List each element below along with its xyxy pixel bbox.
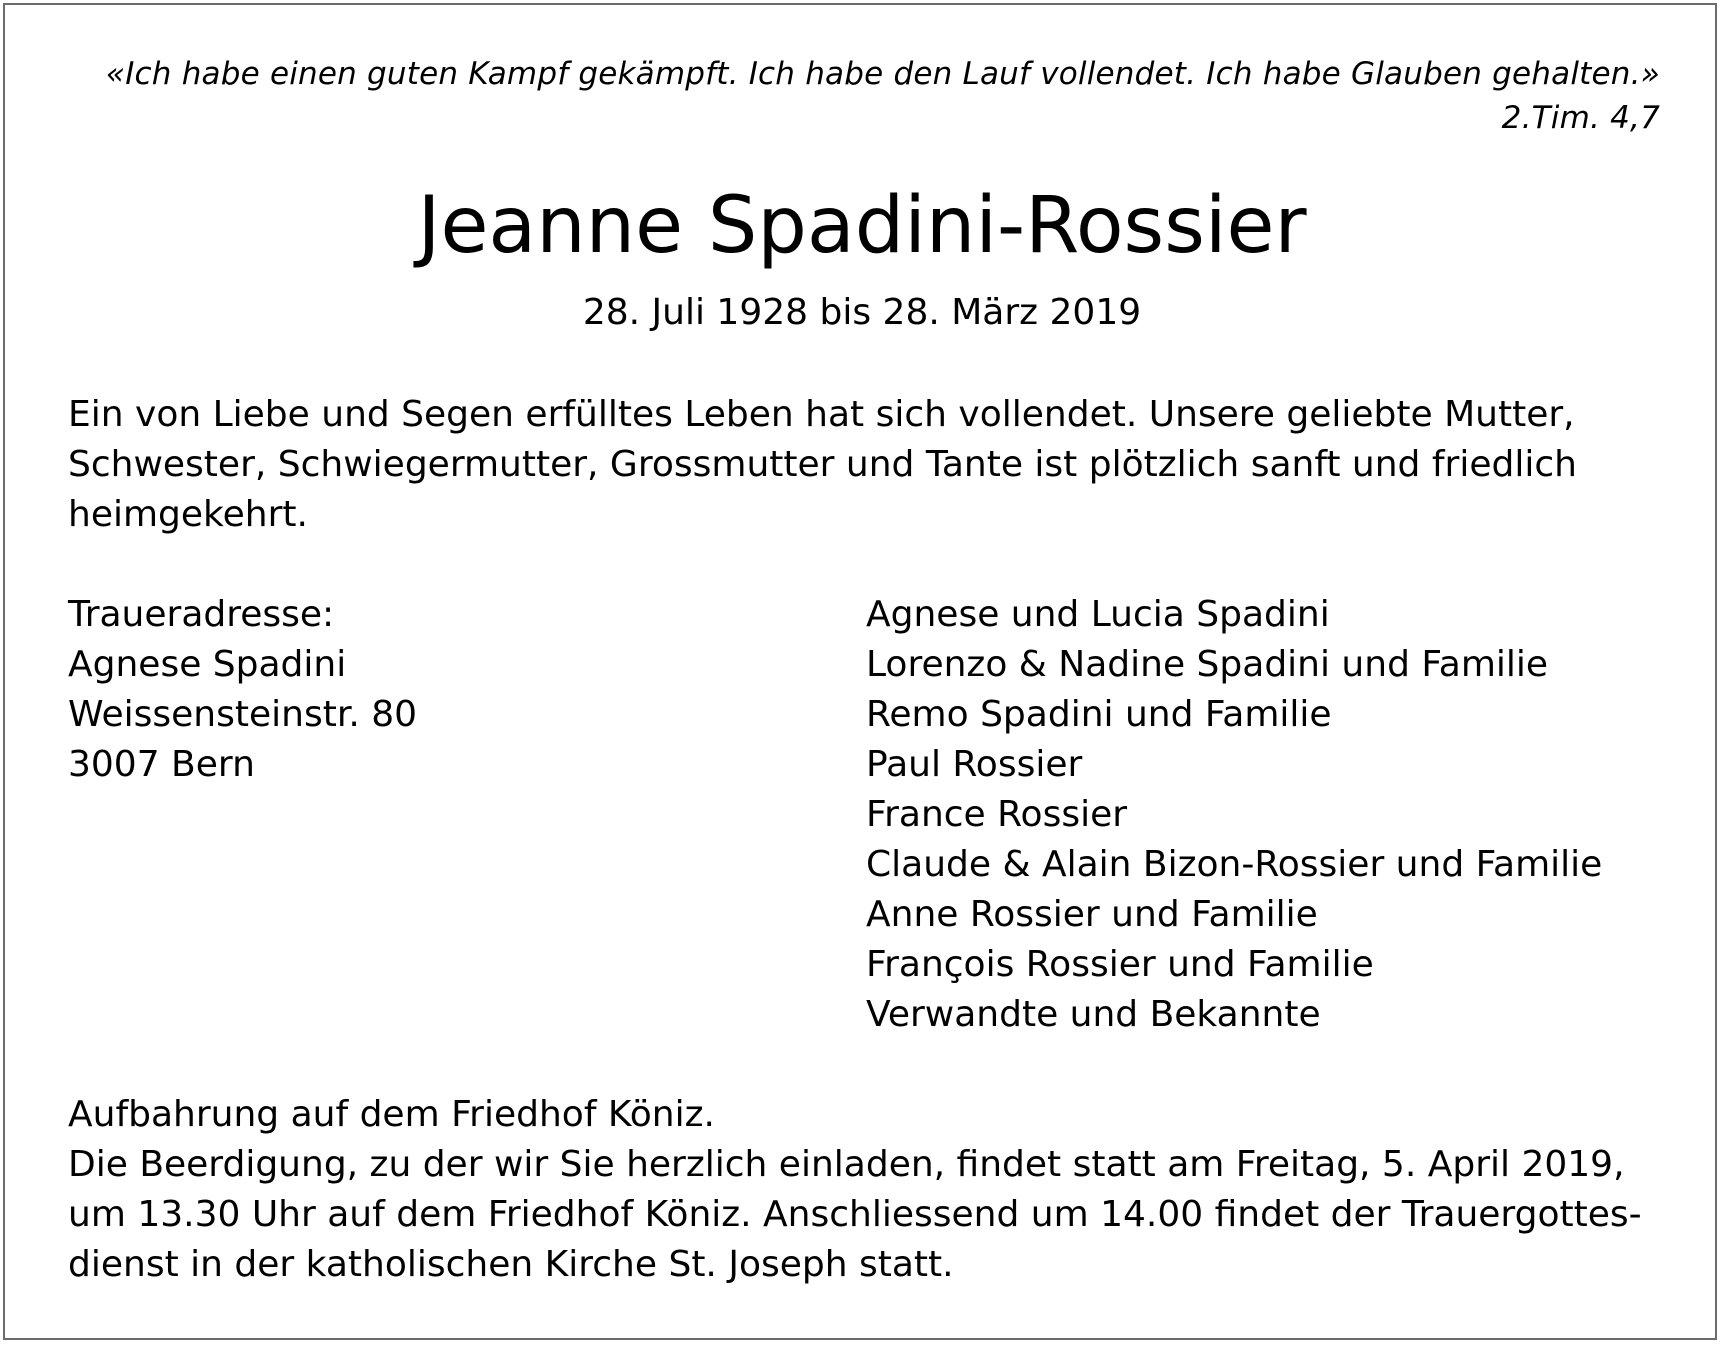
service-line: um 13.30 Uhr auf dem Friedhof Köniz. Anschliessend um 14.00 findet der Trauergottes-	[68, 1194, 1642, 1235]
mourner-entry: Paul Rossier	[866, 744, 1083, 785]
mourner-entry: Verwandte und Bekannte	[866, 994, 1321, 1035]
quote-reference: 2.Tim. 4,7	[1501, 100, 1660, 136]
address-line: 3007 Bern	[68, 744, 255, 785]
service-line: Die Beerdigung, zu der wir Sie herzlich einladen, findet statt am Freitag, 5. April 2019,	[68, 1144, 1625, 1185]
mourner-entry: France Rossier	[866, 794, 1128, 835]
mourner-entry: Remo Spadini und Familie	[866, 694, 1332, 735]
intro-line: Ein von Liebe und Segen erfülltes Leben hat sich vollendet. Unsere geliebte Mutter,	[68, 394, 1575, 435]
service-details	[68, 1090, 1668, 1290]
deceased-name: Jeanne Spadini-Rossier	[417, 181, 1307, 271]
intro-line: Schwester, Schwiegermutter, Grossmutter und Tante ist plötzlich sanft und friedlich	[68, 444, 1577, 485]
address-label: Traueradresse:	[68, 594, 335, 635]
intro-paragraph	[68, 390, 1668, 540]
mourners-list	[866, 590, 1602, 1040]
quote-text: «Ich habe einen guten Kampf gekämpft. Ich habe den Lauf vollendet. Ich habe Glauben gehalten.»	[105, 56, 1660, 92]
mourning-address	[68, 590, 417, 790]
mourner-entry: Anne Rossier und Familie	[866, 894, 1318, 935]
address-line: Agnese Spadini	[68, 644, 347, 685]
service-line: dienst in der katholischen Kirche St. Joseph statt.	[68, 1244, 954, 1285]
address-line: Weissensteinstr. 80	[68, 694, 418, 735]
mourner-entry: François Rossier und Familie	[866, 944, 1374, 985]
life-dates: 28. Juli 1928 bis 28. März 2019	[582, 292, 1142, 333]
service-line: Aufbahrung auf dem Friedhof Köniz.	[68, 1094, 715, 1135]
bible-quote	[62, 52, 1660, 140]
mourner-entry: Lorenzo & Nadine Spadini und Familie	[866, 644, 1549, 685]
intro-line: heimgekehrt.	[68, 494, 308, 535]
mourner-entry: Agnese und Lucia Spadini	[866, 594, 1330, 635]
mourner-entry: Claude & Alain Bizon-Rossier und Familie	[866, 844, 1603, 885]
